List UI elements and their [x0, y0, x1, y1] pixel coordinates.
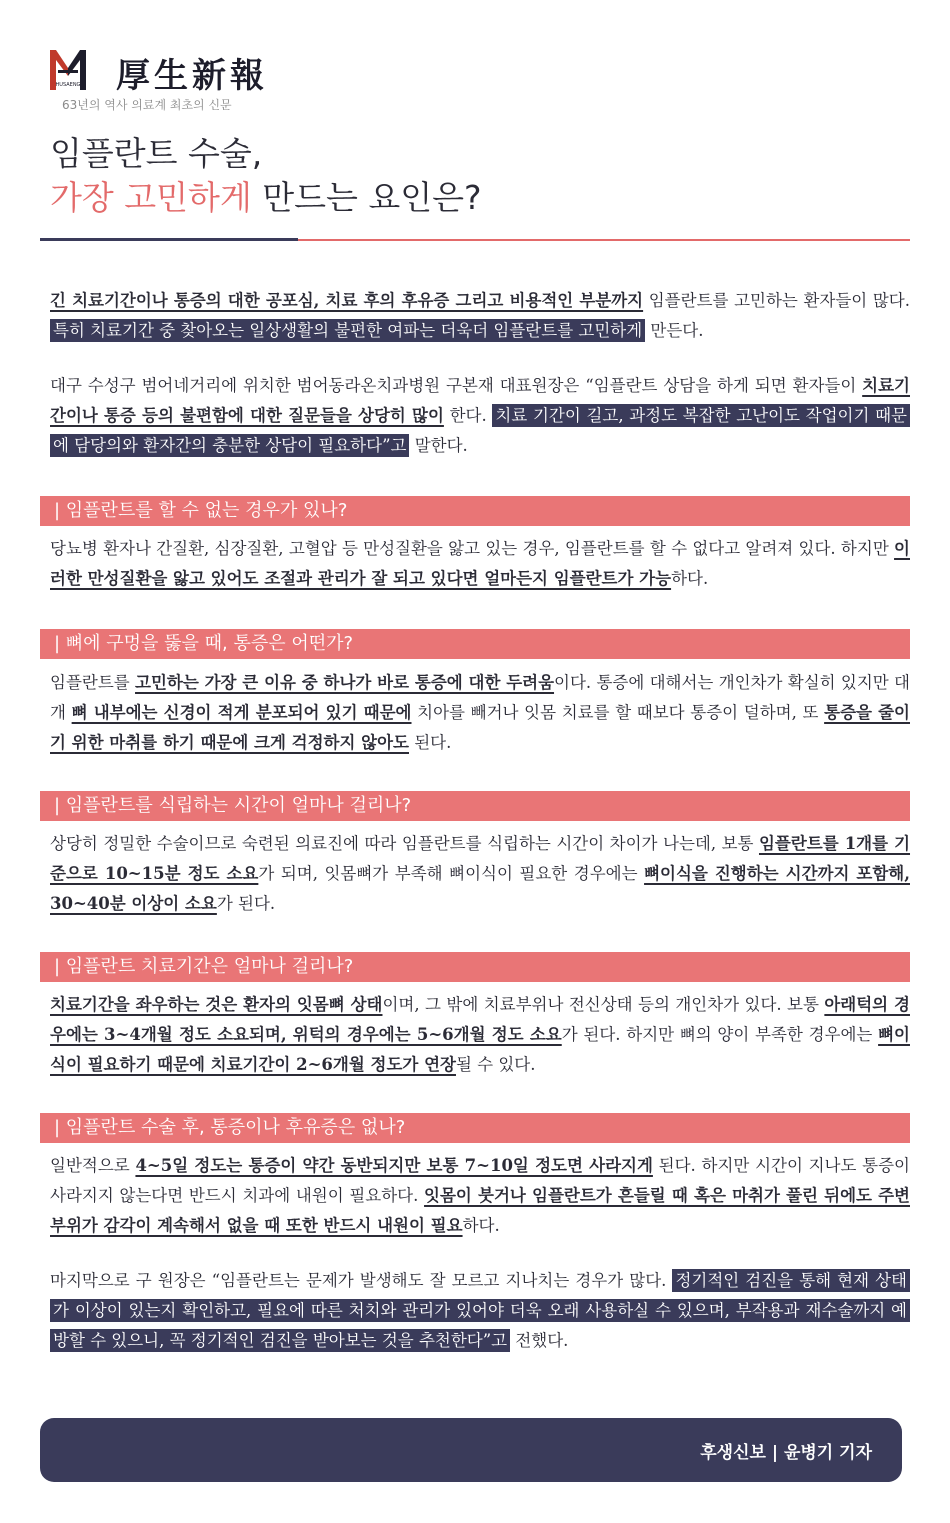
text-run: 된다. — [409, 733, 452, 752]
section-heading: | 뼈에 구멍을 뚫을 때, 통증은 어떤가? — [40, 629, 910, 659]
text-run: 가 된다. — [216, 894, 276, 913]
emphasis-highlight: 정기적인 검진을 통해 현재 상태가 이상이 있는지 확인하고, 필요에 따른 처치와 관리가 있어야 더욱 오래 사용하실 수 있으며, 부작용과 재수술까지 예방할 수 있으니, 꼭 정기적인 검진을 받아보는 것을 추천한다”고 — [50, 1269, 910, 1352]
text-run: 된다. 하지만 시간이 지나도 통증이 사라지지 않는다면 반드시 치과에 내원이 필요하다. — [50, 1156, 910, 1205]
section-heading: | 임플란트 치료기간은 얼마나 걸리나? — [40, 952, 910, 982]
section-body — [50, 1151, 910, 1241]
emphasis-highlight: 특히 치료기간 중 찾아오는 일상생활의 불편한 여파는 더욱더 임플란트를 고민하게 — [50, 319, 645, 342]
title-divider-red — [298, 239, 910, 241]
logo-small-text: HUSAENG — [55, 82, 81, 88]
article-title — [50, 132, 482, 220]
section-heading: | 임플란트를 식립하는 시간이 얼마나 걸리나? — [40, 791, 910, 821]
title-highlight: 가장 고민하게 — [50, 178, 252, 217]
emphasis-underline: 임플란트를 1개를 기준으로 10~15분 정도 소요 — [50, 834, 911, 883]
section-heading: | 임플란트 수술 후, 통증이나 후유증은 없나? — [40, 1113, 910, 1143]
emphasis-underline: 통증을 줄이기 위한 마취를 하기 때문에 크게 걱정하지 않아도 — [50, 703, 910, 752]
text-run: 될 수 있다. — [455, 1055, 536, 1074]
emphasis-underline: 이러한 만성질환을 앓고 있어도 조절과 관리가 잘 되고 있다면 얼마든지 임플란트가 가능 — [50, 539, 910, 588]
text-run: 가 된다. 하지만 뼈의 양이 부족한 경우에는 — [561, 1025, 879, 1044]
title-line-2 — [50, 176, 482, 220]
title-rest: 만드는 요인은? — [251, 178, 482, 217]
text-run: 한다. — [443, 406, 493, 425]
text-run: 당뇨병 환자나 간질환, 심장질환, 고혈압 등 만성질환을 앓고 있는 경우, 임플란트를 할 수 없다고 알려져 있다. 하지만 — [50, 539, 895, 558]
text-run: 만든다. — [645, 321, 704, 340]
logo-wordmark: 厚生新報 — [116, 56, 268, 96]
title-line-1: 임플란트 수술, — [50, 134, 263, 173]
text-run: 마지막으로 구 원장은 “임플란트는 문제가 발생해도 잘 모르고 지나치는 경우가 많다. — [50, 1271, 673, 1290]
text-run: 상당히 정밀한 수술이므로 숙련된 의료진에 따라 임플란트를 식립하는 시간이 차이가 나는데, 보통 — [50, 834, 759, 853]
emphasis-highlight: 치료 기간이 길고, 과정도 복잡한 고난이도 작업이기 때문에 담당의와 환자간의 충분한 상담이 필요하다”고 — [50, 404, 910, 457]
section-body — [50, 668, 910, 758]
text-run: 하다. — [671, 569, 709, 588]
emphasis-underline: 아래턱의 경우에는 3~4개월 정도 소요되며, 위턱의 경우에는 5~6개월 정도 소요 — [50, 995, 910, 1044]
emphasis-underline: 치료기간을 좌우하는 것은 환자의 잇몸뼈 상태 — [50, 995, 383, 1014]
intro-paragraph-2 — [50, 371, 910, 461]
emphasis-underline: 긴 치료기간이나 통증의 대한 공포심, 치료 후의 후유증 그리고 비용적인 부분까지 — [50, 291, 644, 310]
emphasis-underline: 4~5일 정도는 통증이 약간 동반되지만 보통 7~10일 정도면 사라지게 — [135, 1156, 653, 1175]
text-run: 일반적으로 — [50, 1156, 136, 1175]
emphasis-underline: 뼈이식이 필요하기 때문에 치료기간이 2~6개월 정도가 연장 — [50, 1025, 910, 1074]
logo-mark-icon — [50, 46, 96, 92]
section-body — [50, 829, 910, 919]
text-run: 가 되며, 잇몸뼈가 부족해 뼈이식이 필요한 경우에는 — [258, 864, 645, 883]
emphasis-underline: 뼈 내부에는 신경이 적게 분포되어 있기 때문에 — [71, 703, 412, 722]
emphasis-underline: 뼈이식을 진행하는 시간까지 포함해, 30~40분 이상이 소요 — [50, 864, 910, 913]
byline-footer — [40, 1418, 902, 1482]
emphasis-underline: 잇몸이 붓거나 임플란트가 흔들릴 때 혹은 마취가 풀린 뒤에도 주변 부위가 감각이 계속해서 없을 때 또한 반드시 내원이 필요 — [50, 1186, 910, 1235]
text-run: 이다. 통증에 대해서는 개인차가 확실히 있지만 대개 — [50, 673, 910, 722]
section-heading: | 임플란트를 할 수 없는 경우가 있나? — [40, 496, 910, 526]
text-run: 임플란트를 고민하는 환자들이 많다. — [643, 291, 910, 310]
title-divider-dark — [40, 238, 298, 241]
text-run: 대구 수성구 범어네거리에 위치한 범어동라온치과병원 구본재 대표원장은 “임플란트 상담을 하게 되면 환자들이 — [50, 376, 863, 395]
intro-paragraph-1 — [50, 286, 910, 346]
emphasis-underline: 고민하는 가장 큰 이유 중 하나가 바로 통증에 대한 두려움 — [135, 673, 555, 692]
newspaper-logo — [50, 46, 310, 116]
text-run: 치아를 빼거나 잇몸 치료를 할 때보다 통증이 덜하며, 또 — [411, 703, 825, 722]
text-run: 전했다. — [510, 1331, 569, 1350]
text-run: 말한다. — [409, 436, 468, 455]
section-body — [50, 534, 910, 594]
section-body — [50, 990, 910, 1080]
text-run: 임플란트를 — [50, 673, 136, 692]
byline-text: 후생신보 | 윤병기 기자 — [700, 1443, 872, 1463]
text-run: 이며, 그 밖에 치료부위나 전신상태 등의 개인차가 있다. 보통 — [382, 995, 825, 1014]
text-run: 하다. — [462, 1216, 500, 1235]
closing-paragraph — [50, 1266, 910, 1356]
emphasis-underline: 치료기간이나 통증 등의 불편함에 대한 질문들을 상당히 많이 — [50, 376, 910, 425]
logo-tagline: 63년의 역사 의료계 최초의 신문 — [62, 98, 232, 112]
